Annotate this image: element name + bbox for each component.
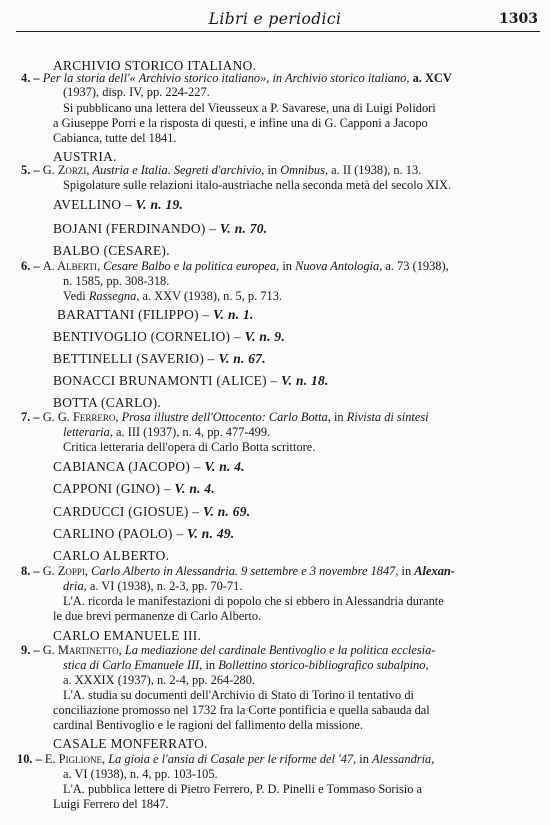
text-segment: , a. XXV (1938), n. 5, p. 713.	[136, 289, 283, 303]
section-heading	[53, 197, 183, 212]
text-segment: CARLINO (PAOLO) –	[53, 526, 187, 541]
text-segment: E. Piglione	[44, 752, 103, 766]
text-segment: BALBO (CESARE).	[53, 243, 170, 258]
text-segment: Critica letteraria dell'opera di Carlo Botta scrittore.	[63, 440, 316, 454]
text-segment: Cabianca, tutte del 1841.	[53, 131, 177, 145]
text-segment: AVELLINO –	[53, 197, 136, 212]
text-segment: BARATTANI (FILIPPO) –	[57, 307, 214, 322]
text-segment: CARLO ALBERTO.	[53, 548, 170, 563]
text-segment: 8. –	[21, 564, 43, 578]
text-line	[21, 259, 449, 274]
text-line	[53, 703, 430, 718]
section-heading	[53, 149, 117, 164]
section-heading	[53, 221, 267, 236]
text-segment: Vedi	[63, 289, 89, 303]
text-line	[63, 594, 444, 609]
text-line	[63, 673, 255, 688]
text-segment: , in	[327, 410, 347, 424]
text-segment: ,	[84, 564, 92, 578]
text-segment: BENTIVOGLIO (CORNELIO) –	[53, 329, 245, 344]
text-line	[63, 425, 270, 440]
text-segment: A. Alberti	[42, 259, 98, 273]
text-segment: , a. 73 (1938),	[379, 259, 449, 273]
text-segment: V. n. 67.	[218, 351, 266, 366]
text-segment: Spigolature sulle relazioni italo-austriache nella seconda metà del secolo XIX.	[63, 178, 452, 192]
text-segment: ,	[115, 410, 122, 424]
text-segment: V. n. 4.	[174, 481, 216, 496]
text-segment: ,	[431, 752, 435, 766]
text-segment: stica di Carlo Emanuele III	[63, 658, 200, 672]
header-rule	[16, 31, 540, 32]
text-segment: L'A. studia su documenti dell'Archivio di Stato di Torino il tentativo di	[63, 688, 414, 702]
text-segment: 4. –	[21, 71, 43, 85]
text-segment: Nuova Antologia	[295, 259, 380, 273]
text-segment: V. n. 1.	[213, 307, 254, 322]
text-segment: G. G. Ferrero	[42, 410, 116, 424]
text-line	[21, 643, 435, 658]
text-line	[21, 71, 452, 86]
text-segment: G. Zorzi	[42, 163, 87, 177]
text-segment: La mediazione del cardinale Bentivoglio e la politica ecclesia-	[124, 643, 436, 657]
text-line	[63, 85, 210, 100]
text-segment: Omnibus	[280, 163, 325, 177]
text-line	[53, 116, 428, 131]
text-segment: ,	[86, 163, 93, 177]
text-segment: , in	[276, 259, 296, 273]
section-heading	[53, 351, 266, 366]
text-line	[21, 564, 455, 579]
text-line	[63, 579, 242, 594]
text-segment: , in	[261, 163, 281, 177]
text-segment: La gioia e l'ansia di Casale per le riforme del '47	[108, 752, 354, 766]
text-segment: AUSTRIA.	[53, 149, 117, 164]
text-segment: V. n. 70.	[219, 221, 268, 236]
text-segment: conciliazione promosso nel 1732 fra la Corte pontificia e quella sabauda dal	[53, 703, 430, 717]
text-segment: , a. III (1937), n. 4, pp. 477-499.	[109, 425, 271, 439]
text-segment: Si pubblicano una lettera del Vieusseux a P. Savarese, una di Luigi Polidori	[63, 101, 436, 115]
text-segment: L'A. pubblica lettere di Pietro Ferrero, P. D. Pinelli e Tommaso Sorisio a	[63, 782, 423, 796]
text-segment: BETTINELLI (SAVERIO) –	[53, 351, 219, 366]
section-heading	[57, 307, 254, 322]
text-segment: CARDUCCI (GIOSUE) –	[53, 504, 203, 519]
text-line	[63, 782, 422, 797]
text-line	[53, 131, 177, 146]
text-segment: Bollettino storico-bibliografico subalpino	[218, 658, 426, 672]
text-segment: Carlo Alberto in Alessandria. 9 settembre e 3 novembre 1847	[91, 564, 396, 578]
text-segment: V. n. 4.	[204, 459, 245, 474]
text-segment: G. Zoppi	[42, 564, 85, 578]
section-heading	[53, 548, 169, 563]
text-segment: 6. –	[21, 259, 43, 273]
text-segment: 9. –	[21, 643, 43, 657]
text-segment: Rivista di sintesi	[346, 410, 429, 424]
section-heading	[53, 395, 161, 410]
text-line	[63, 289, 282, 304]
text-segment: ARCHIVIO STORICO ITALIANO.	[53, 58, 257, 73]
text-segment: Alexan-	[414, 564, 455, 578]
text-segment: , in	[199, 658, 219, 672]
text-segment: , a. II (1938), n. 13.	[324, 163, 422, 177]
text-line	[63, 178, 451, 193]
text-line	[63, 767, 218, 782]
text-segment: V. n. 49.	[186, 526, 235, 541]
text-segment: dria	[63, 579, 84, 593]
text-line	[17, 752, 434, 767]
text-segment: a Giuseppe Porri e la risposta di questi, e infine una di G. Capponi a Jacopo	[53, 116, 428, 130]
section-heading	[53, 736, 208, 751]
text-segment: cardinal Bentivoglio e le ragioni del fallimento della missione.	[53, 718, 364, 732]
text-segment: CAPPONI (GINO) –	[53, 481, 175, 496]
text-segment: ,	[102, 752, 109, 766]
text-line	[63, 440, 315, 455]
text-segment: Prosa illustre dell'Ottocento: Carlo Botta	[121, 410, 328, 424]
section-heading	[53, 329, 285, 344]
text-segment: Cesare Balbo e la politica europea	[103, 259, 277, 273]
text-segment: (1937), disp. IV, pp. 224-227.	[63, 85, 210, 99]
section-heading	[53, 526, 234, 541]
section-heading	[53, 459, 245, 474]
text-segment: a. VI (1938), n. 4, pp. 103-105.	[63, 767, 218, 781]
text-segment: V. n. 69.	[202, 504, 251, 519]
text-segment: V. n. 19.	[135, 197, 184, 212]
section-heading	[53, 628, 201, 643]
text-segment: 7. –	[21, 410, 43, 424]
text-line	[63, 274, 169, 289]
text-segment: ,	[118, 643, 125, 657]
section-heading	[53, 373, 329, 388]
text-segment: G. Martinetto	[42, 643, 119, 657]
text-line	[63, 658, 429, 673]
text-line	[63, 101, 436, 116]
text-segment: BOJANI (FERDINANDO) –	[53, 221, 220, 236]
text-segment: ,	[97, 259, 104, 273]
text-segment: Rassegna	[88, 289, 137, 303]
section-heading	[53, 243, 170, 258]
text-segment: CABIANCA (JACOPO) –	[53, 459, 205, 474]
text-segment: n. 1585, pp. 308-318.	[63, 274, 170, 288]
text-segment: a. XCV	[412, 71, 452, 85]
text-line	[53, 609, 261, 624]
page-number: 1303	[499, 11, 538, 27]
text-segment: Per la storia dell'« Archivio storico italiano», in Archivio storico italiano,	[42, 71, 413, 85]
text-segment: BOTTA (CARLO).	[53, 395, 162, 410]
text-segment: , in	[353, 752, 373, 766]
text-segment: ,	[425, 658, 429, 672]
text-segment: L'A. ricorda le manifestazioni di popolo che si ebbero in Alessandria durante	[63, 594, 444, 608]
text-segment: CARLO EMANUELE III.	[53, 628, 202, 643]
text-segment: Alessandria	[372, 752, 432, 766]
section-heading	[53, 504, 250, 519]
text-segment: V. n. 18.	[281, 373, 329, 388]
text-segment: Luigi Ferrero del 1847.	[53, 797, 169, 811]
text-segment: , in	[395, 564, 415, 578]
text-segment: a. XXXIX (1937), n. 2-4, pp. 264-280.	[63, 673, 256, 687]
running-title: Libri e periodici	[208, 10, 342, 28]
text-line	[53, 718, 363, 733]
text-segment: le due brevi permanenze di Carlo Alberto.	[53, 609, 262, 623]
text-segment: , a. VI (1938), n. 2-3, pp. 70-71.	[83, 579, 243, 593]
text-line	[21, 163, 421, 178]
text-line	[21, 410, 429, 425]
running-head	[0, 6, 550, 28]
text-line	[63, 688, 414, 703]
text-segment: Austria e Italia. Segreti d'archivio	[92, 163, 262, 177]
text-segment: V. n. 9.	[244, 329, 286, 344]
text-line	[53, 797, 169, 812]
text-segment: CASALE MONFERRATO.	[53, 736, 208, 751]
text-segment: 10. –	[17, 752, 45, 766]
section-heading	[53, 481, 215, 496]
text-segment: BONACCI BRUNAMONTI (ALICE) –	[53, 373, 282, 388]
text-segment: letteraria	[63, 425, 110, 439]
text-segment: 5. –	[21, 163, 43, 177]
